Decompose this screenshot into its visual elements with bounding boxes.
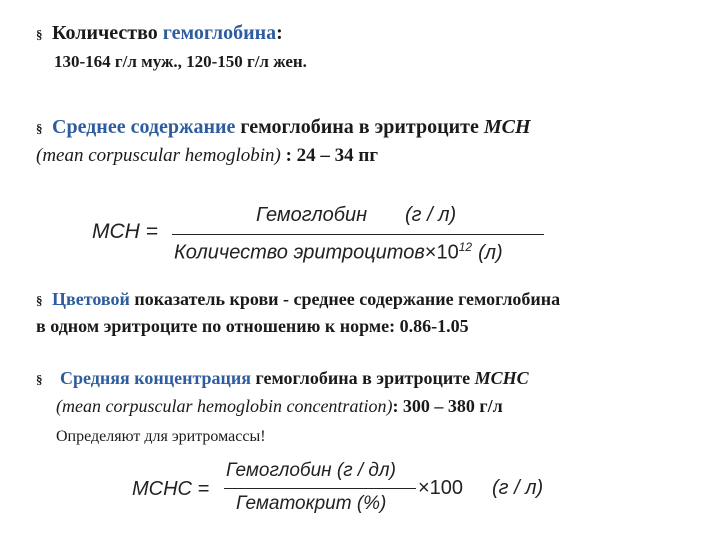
- item2-abbr: MCH: [483, 116, 531, 138]
- item2-highlight: Среднее содержание: [52, 116, 236, 138]
- mchc-formula-denominator: Гематокрит (%): [236, 493, 387, 514]
- item3-line2: в одном эритроците по отношению к норме: 0.86-1.05: [36, 316, 469, 336]
- item2-line2-rest: : 24 – 34 пг: [280, 145, 379, 166]
- item1-plain: Количество: [52, 22, 163, 44]
- item3-heading: [36, 289, 560, 310]
- item4-note: Определяют для эритромассы!: [56, 428, 266, 445]
- mchc-fraction-bar: [224, 488, 416, 489]
- mchc-formula-lhs: MCHC =: [132, 478, 210, 500]
- mchc-formula-mult: ×100: [418, 477, 464, 499]
- mchc-formula-unit: (г / л): [492, 477, 544, 499]
- item4-rest: гемоглобина в эритроците: [251, 368, 475, 388]
- item1-highlight: гемоглобина: [162, 22, 277, 44]
- bullet-icon: §: [36, 121, 43, 136]
- mch-fraction-bar: [172, 234, 544, 235]
- item4-line2-italic: (mean corpuscular hemoglobin concentration): [56, 396, 393, 416]
- item2-rest: гемоглобина в эритроците: [235, 116, 484, 138]
- item1-values: 130-164 г/л муж., 120-150 г/л жен.: [54, 52, 307, 71]
- bullet-icon: §: [36, 27, 43, 42]
- item2-heading: [36, 116, 531, 139]
- item4-heading: [36, 368, 529, 389]
- item4-line2: [56, 396, 503, 417]
- mch-formula-denominator: [174, 240, 503, 265]
- item4-line2-rest: : 300 – 380 г/л: [392, 396, 503, 416]
- mch-den-text: Количество эритроцитов: [174, 241, 425, 264]
- item2-line2: [36, 145, 378, 167]
- mch-den-exp: 12: [458, 240, 473, 254]
- mch-den-unit: (л): [478, 241, 503, 264]
- mch-den-mult: ×10: [424, 241, 459, 264]
- item3-highlight: Цветовой: [52, 289, 130, 309]
- bullet-icon: §: [36, 293, 43, 308]
- item1-tail: :: [276, 22, 283, 44]
- item1-heading: [36, 22, 283, 45]
- mch-formula-num-unit: (г / л): [405, 204, 457, 226]
- mch-formula-numerator: Гемоглобин: [256, 204, 368, 226]
- item2-line2-italic: (mean corpuscular hemoglobin): [36, 145, 281, 166]
- item4-abbr: MCHC: [474, 368, 529, 388]
- item3-rest: показатель крови - среднее содержание гемоглобина: [129, 289, 561, 309]
- item4-highlight: Средняя концентрация: [60, 368, 252, 388]
- mchc-formula-numerator: Гемоглобин (г / дл): [226, 460, 396, 481]
- mch-formula-lhs: MCH =: [92, 220, 158, 243]
- bullet-icon: §: [36, 372, 43, 387]
